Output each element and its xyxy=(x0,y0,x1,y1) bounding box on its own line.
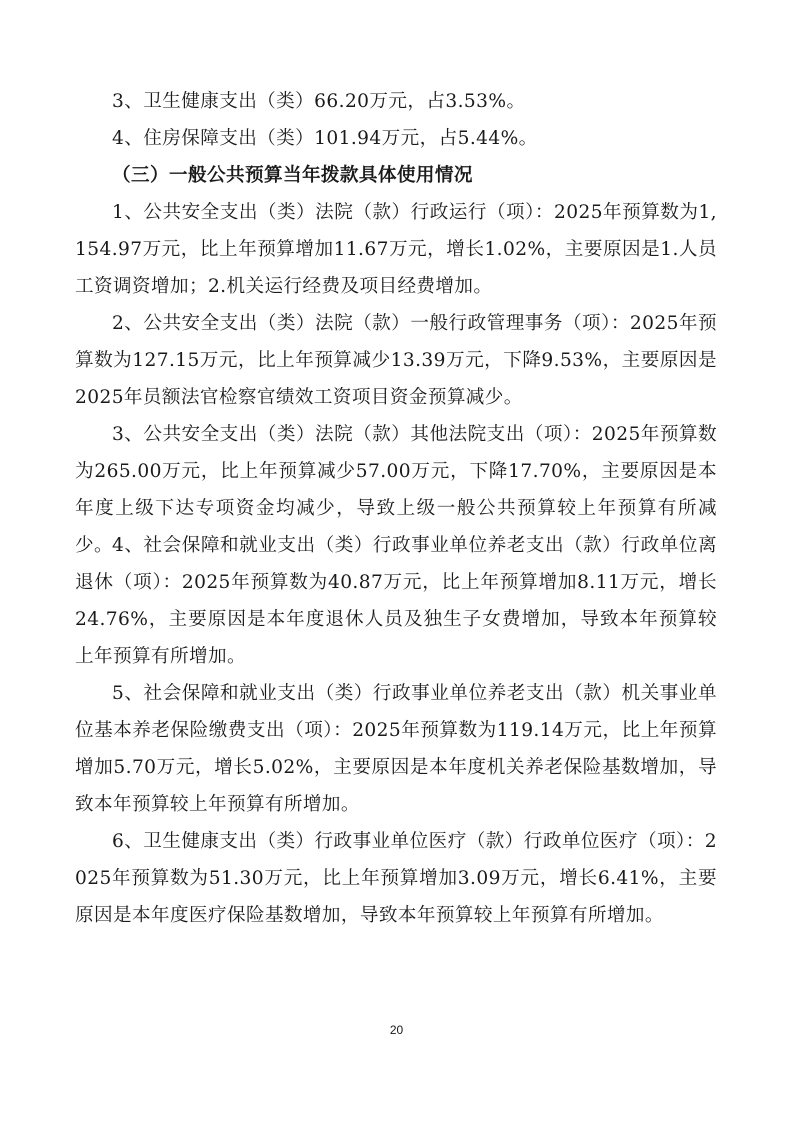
paragraph-item-1: 1、公共安全支出（类）法院（款）行政运行（项）：2025年预算数为1,154.97万元，比上年预算增加11.67万元，增长1.02%，主要原因是1.人员工资调资增加；2.机关运行经费及项目经费增加。 xyxy=(75,202,717,297)
paragraph-housing-spending: 4、住房保障支出（类）101.94万元，占5.44%。 xyxy=(112,128,538,149)
paragraph-item-5: 5、社会保障和就业支出（类）行政事业单位养老支出（款）机关事业单位基本养老保险缴费支出（项）：2025年预算数为119.14万元，比上年预算增加5.70万元，增长5.02%，主要原因是本年度机关养老保险基数增加，导致本年预算较上年预算有所增加。 xyxy=(75,683,717,815)
paragraph-item-6: 6、卫生健康支出（类）行政事业单位医疗（款）行政单位医疗（项）：2025年预算数为51.30万元，比上年预算增加3.09万元，增长6.41%，主要原因是本年度医疗保险基数增加，导致本年预算较上年预算有所增加。 xyxy=(75,831,717,926)
paragraph-item-3: 3、公共安全支出（类）法院（款）其他法院支出（项）：2025年预算数为265.00万元，比上年预算减少57.00万元，下降17.70%，主要原因是本年度上级下达专项资金均减少，导致上级一般公共预算较上年预算有所减少。 xyxy=(75,424,717,556)
section-heading: （三）一般公共预算当年拨款具体使用情况 xyxy=(112,165,473,186)
paragraph-item-2: 2、公共安全支出（类）法院（款）一般行政管理事务（项）：2025年预算数为127.15万元，比上年预算减少13.39万元，下降9.53%，主要原因是2025年员额法官检察官绩效工资项目资金预算减少。 xyxy=(75,313,717,408)
paragraph-health-spending: 3、卫生健康支出（类）66.20万元，占3.53%。 xyxy=(112,91,526,112)
paragraph-item-4: 4、社会保障和就业支出（类）行政事业单位养老支出（款）行政单位离退休（项）：2025年预算数为40.87万元，比上年预算增加8.11万元，增长24.76%，主要原因是本年度退休人员及独生子女费增加，导致本年预算较上年预算有所增加。 xyxy=(75,535,717,667)
page-number: 20 xyxy=(389,1023,404,1037)
